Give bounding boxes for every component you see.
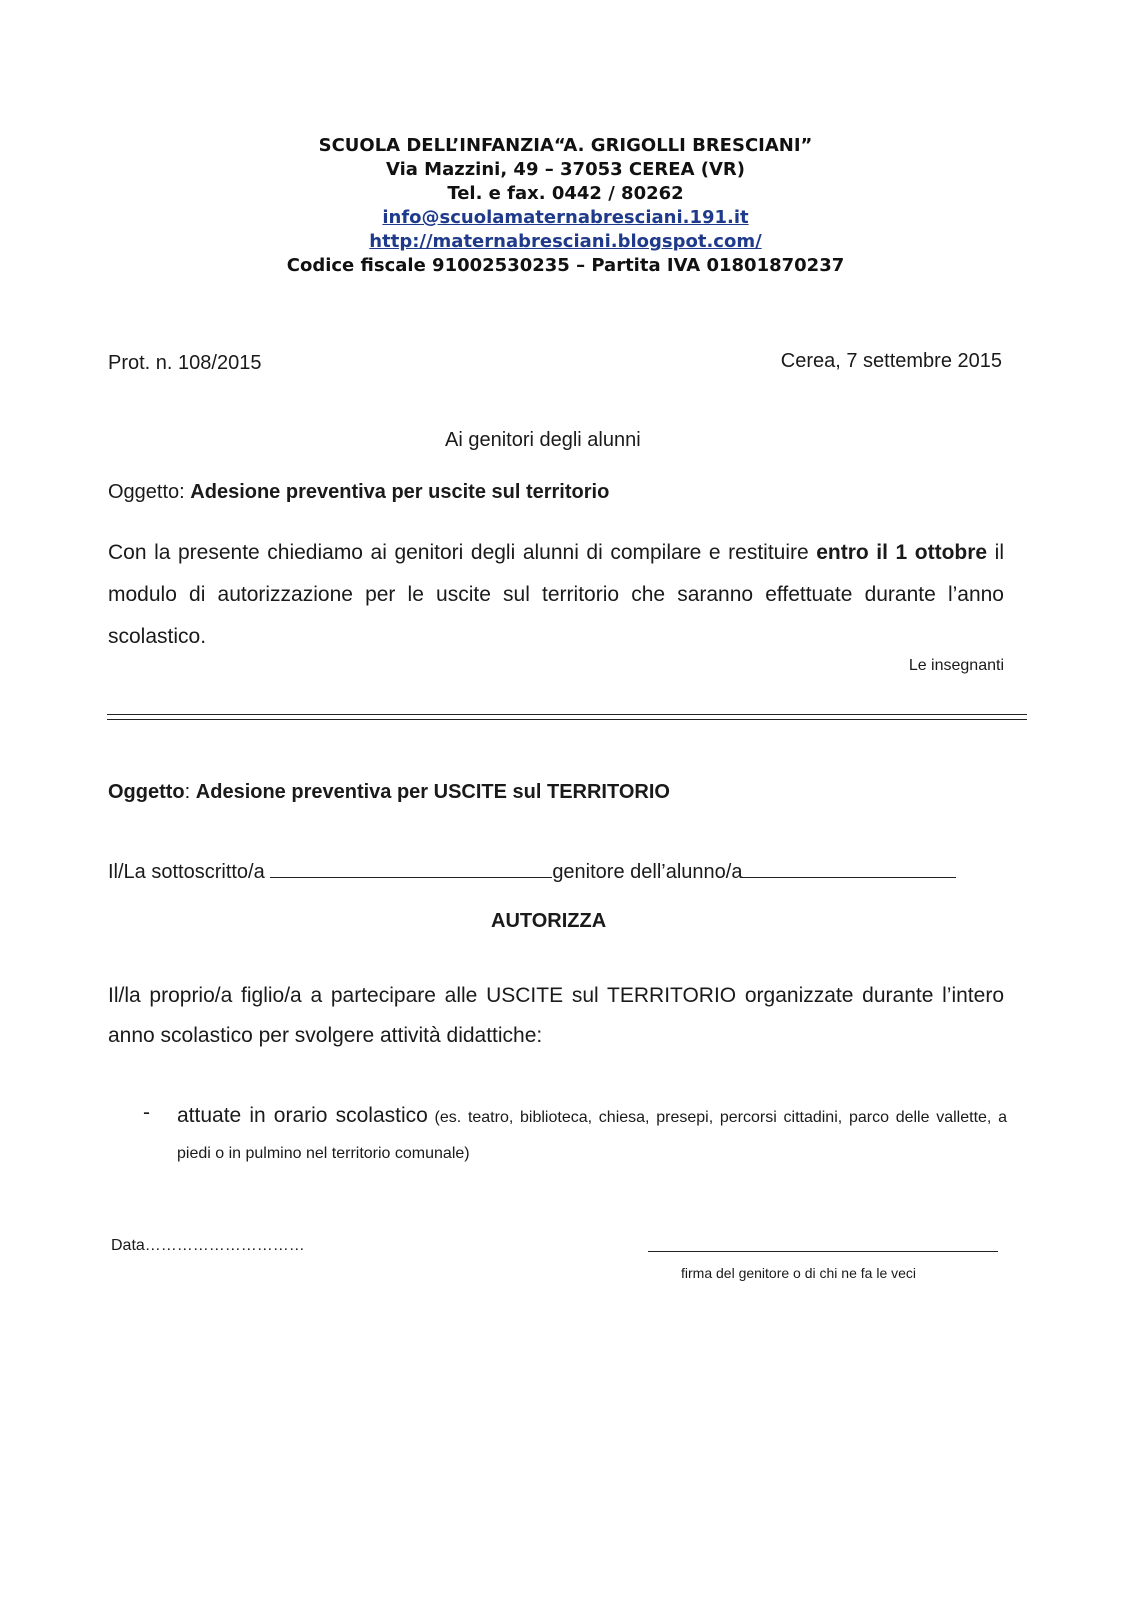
authorize-heading: AUTORIZZA <box>491 910 607 932</box>
bullet-dash: - <box>143 1101 150 1124</box>
letter-body <box>108 532 1004 658</box>
website-link[interactable]: http://maternabresciani.blogspot.com/ <box>369 231 762 252</box>
form-subject-colon: : <box>184 781 196 803</box>
signature-caption: firma del genitore o di chi ne fa le veci <box>681 1265 917 1281</box>
bullet-item <box>177 1098 1007 1172</box>
teachers-signature: Le insegnanti <box>908 657 1004 674</box>
bullet-main-text: attuate in orario scolastico <box>177 1104 428 1127</box>
letter-subject-label: Oggetto: <box>108 481 191 503</box>
signer-name-field[interactable] <box>270 857 552 878</box>
form-subject-label: Oggetto <box>108 781 185 803</box>
form-subject <box>108 779 670 805</box>
separator-line-bottom <box>107 719 1027 720</box>
parent-label: genitore dell’alunno/a <box>552 861 743 883</box>
recipient: Ai genitori degli alunni <box>445 429 641 451</box>
place-date: Cerea, 7 settembre 2015 <box>780 350 1002 372</box>
letter-body-part2: il modulo di autorizzazione per le uscite sul territorio che saranno effettuate durante l’anno scolastico. <box>108 541 1004 648</box>
tax-info: Codice fiscale 91002530235 – Partita IVA 01801870237 <box>286 255 845 276</box>
letter-body-deadline: entro il 1 ottobre <box>816 541 988 564</box>
signature-field-line[interactable] <box>648 1251 998 1252</box>
separator-line-top <box>107 714 1027 715</box>
email-link[interactable]: info@scuolamaternabresciani.191.it <box>382 207 749 228</box>
pupil-name-field[interactable] <box>742 857 956 878</box>
school-address: Via Mazzini, 49 – 37053 CEREA (VR) <box>385 159 746 180</box>
authorization-statement: Il/la proprio/a figlio/a a partecipare alle USCITE sul TERRITORIO organizzate durante l’intero anno scolastico per svolgere attività didattiche: <box>108 984 1004 1047</box>
signer-row <box>108 857 956 885</box>
signer-label: Il/La sottoscritto/a <box>108 861 265 883</box>
letter-subject-text: Adesione preventiva per uscite sul territorio <box>190 481 610 503</box>
letter-subject <box>108 479 609 505</box>
school-name: SCUOLA DELL’INFANZIA“A. GRIGOLLI BRESCIANI” <box>318 135 813 156</box>
letter-body-part1: Con la presente chiediamo ai genitori degli alunni di compilare e restituire <box>108 541 817 564</box>
date-field[interactable]: Data………………………… <box>111 1237 305 1254</box>
school-phone: Tel. e fax. 0442 / 80262 <box>447 183 684 204</box>
protocol-number: Prot. n. 108/2015 <box>108 352 262 374</box>
bullet-detail-text: (es. teatro, biblioteca, chiesa, presepi, percorsi cittadini, parco delle vallette, a piedi o in pulmino nel territorio comunale) <box>177 1109 1007 1162</box>
form-subject-text: Adesione preventiva per USCITE sul TERRITORIO <box>195 781 670 803</box>
letterhead <box>0 134 1131 278</box>
